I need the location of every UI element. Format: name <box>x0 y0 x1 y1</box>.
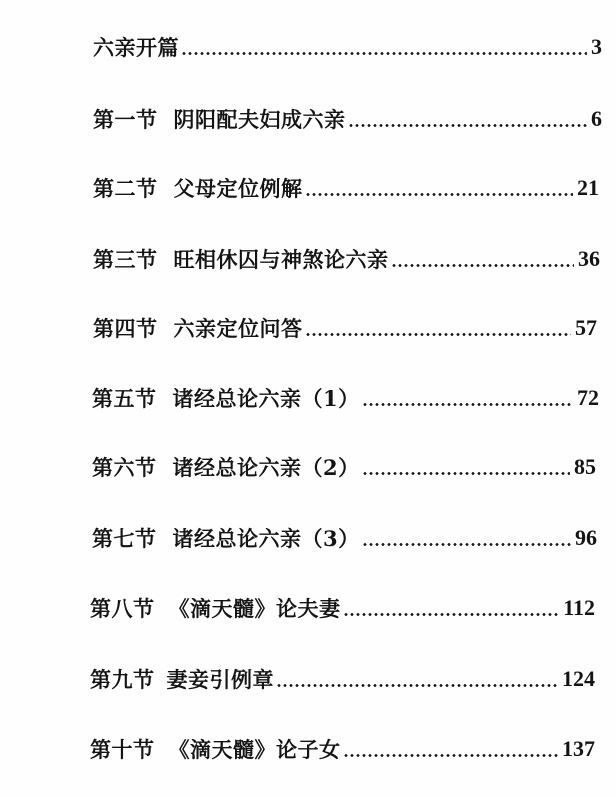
toc-entry-title: 父母定位例解 <box>173 177 303 199</box>
toc-page-number: 124 <box>562 668 595 690</box>
toc-section-number: 第四节 <box>93 317 158 339</box>
toc-entry <box>93 317 597 339</box>
toc-entry-title: 旺相休囚与神煞论六亲 <box>173 248 389 270</box>
toc-page-number: 3 <box>591 36 602 58</box>
toc-page-number: 36 <box>578 248 600 270</box>
toc-dot-leader <box>276 684 558 687</box>
toc-page-number: 57 <box>575 317 597 339</box>
toc-entry-title: 《滴天髓》论子女 <box>168 738 341 760</box>
toc-dot-leader <box>348 124 588 127</box>
toc-page-number: 21 <box>577 177 599 199</box>
toc-section-number: 第六节 <box>92 456 157 478</box>
toc-section-number: 第三节 <box>93 248 158 270</box>
toc-page-number: 85 <box>574 456 596 478</box>
toc-dot-leader <box>305 193 574 196</box>
toc-entry <box>93 177 599 199</box>
toc-page-number: 96 <box>575 527 597 549</box>
toc-dot-leader <box>181 52 587 55</box>
toc-page-number: 112 <box>563 597 595 619</box>
toc-entry <box>90 738 595 760</box>
toc-entry-title: 阴阳配夫妇成六亲 <box>173 108 346 130</box>
toc-entry-title: 诸经总论六亲（1） <box>172 387 360 409</box>
toc-section-number: 第七节 <box>92 527 157 549</box>
toc-dot-leader <box>391 264 575 267</box>
toc-entry <box>92 387 599 409</box>
toc-entry <box>92 527 597 549</box>
toc-entry <box>93 248 600 270</box>
toc-entry <box>92 456 596 478</box>
toc-dot-leader <box>362 403 573 406</box>
toc-page-number: 6 <box>591 108 602 130</box>
toc-page-number: 137 <box>562 738 595 760</box>
toc-entry-title: 《滴天髓》论夫妻 <box>168 597 341 619</box>
toc-section-number: 第九节 <box>90 668 155 690</box>
toc-entry-title: 六亲开篇 <box>93 36 179 58</box>
toc-page-number: 72 <box>577 387 599 409</box>
toc-section-number: 第二节 <box>93 177 158 199</box>
toc-dot-leader <box>305 333 572 336</box>
toc-dot-leader <box>362 543 571 546</box>
toc-entry <box>90 668 595 690</box>
toc-section-number: 第十节 <box>90 738 155 760</box>
toc-entry <box>93 108 602 130</box>
toc-entry-title: 诸经总论六亲（3） <box>172 527 360 549</box>
toc-dot-leader <box>343 613 560 616</box>
toc-section-number: 第五节 <box>92 387 157 409</box>
toc-entry-title: 妻妾引例章 <box>166 668 274 690</box>
toc-dot-leader <box>362 472 570 475</box>
toc-entry-title: 诸经总论六亲（2） <box>172 456 360 478</box>
toc-entry <box>93 36 602 58</box>
toc-entry <box>90 597 595 619</box>
toc-section-number: 第八节 <box>90 597 155 619</box>
toc-entry-title: 六亲定位问答 <box>173 317 303 339</box>
toc-dot-leader <box>343 754 559 757</box>
toc-section-number: 第一节 <box>93 108 158 130</box>
